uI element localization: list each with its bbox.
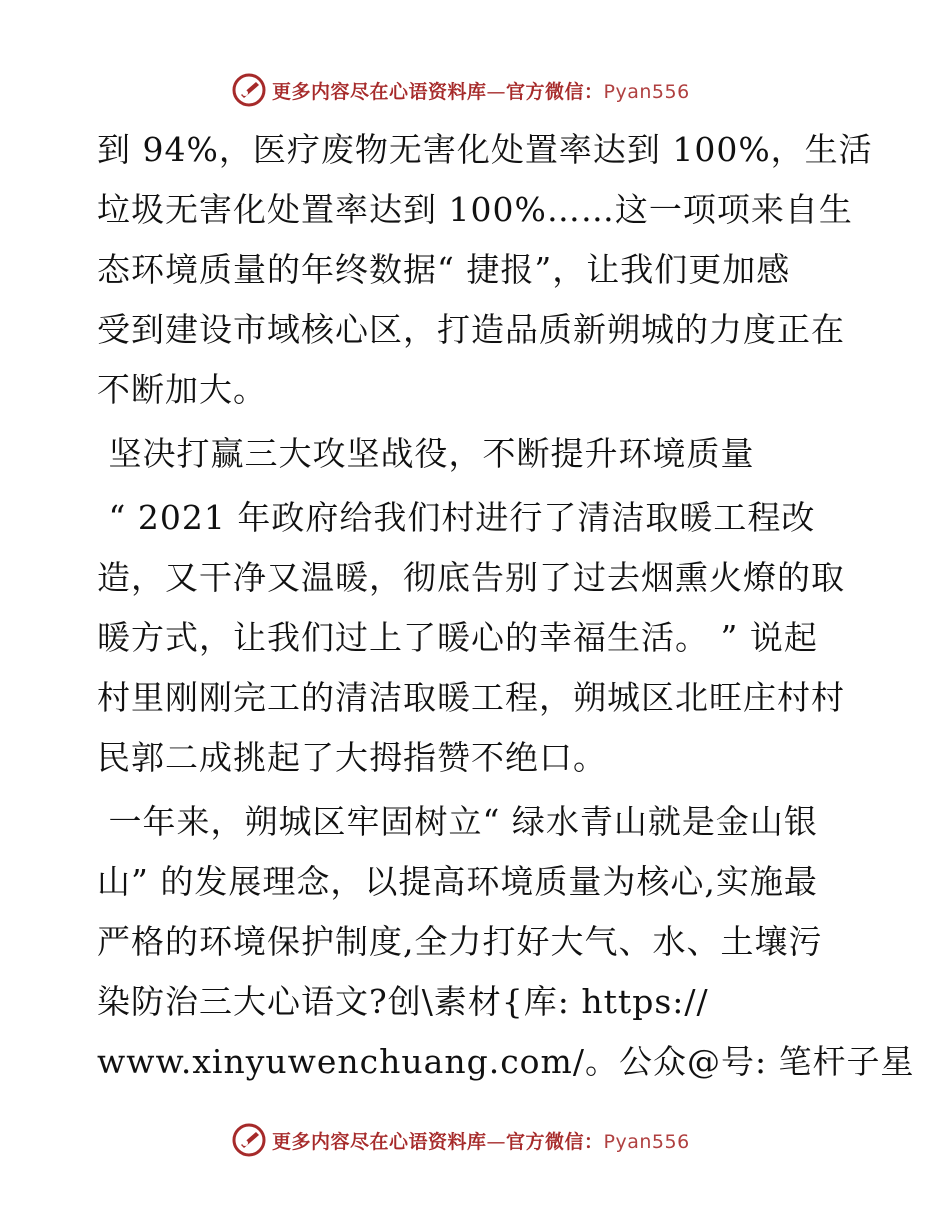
- text-line: 到 94%，医疗废物无害化处置率达到 100%，生活: [97, 130, 873, 169]
- paragraph-2: [97, 488, 857, 788]
- header-banner-title: 更多内容尽在心语资料库: [272, 80, 487, 103]
- text-line: www.xinyuwenchuang.com/。公众@号: 笔杆子星: [97, 1042, 915, 1081]
- text-line: “ 2021 年政府给我们村进行了清洁取暖工程改: [97, 498, 816, 537]
- footer-banner-separator: —: [486, 1130, 507, 1153]
- text-line: 严格的环境保护制度,全力打好大气、水、土壤污: [97, 922, 823, 961]
- text-line: 不断加大。: [97, 370, 267, 409]
- text-line: 染防治三大心语文?创\素材{库: https://: [97, 982, 709, 1021]
- header-banner: [232, 70, 752, 110]
- header-banner-text: [272, 77, 690, 104]
- footer-banner-suffix: 官方微信：: [506, 1130, 604, 1153]
- text-line: 暖方式，让我们过上了暖心的幸福生活。 ” 说起: [97, 618, 818, 657]
- document-body: [97, 120, 915, 1092]
- paragraph-1: [97, 120, 873, 420]
- brand-logo-icon: [232, 1123, 266, 1157]
- paragraph-3: [97, 792, 915, 1092]
- text-line: 受到建设市域核心区，打造品质新朔城的力度正在: [97, 310, 845, 349]
- footer-banner-text: [272, 1127, 690, 1154]
- header-banner-separator: —: [486, 80, 507, 103]
- text-line: 垃圾无害化处置率达到 100%……这一项项来自生: [97, 190, 853, 229]
- brand-logo-icon: [232, 73, 266, 107]
- text-line: 村里刚刚完工的清洁取暖工程，朔城区北旺庄村村: [97, 678, 845, 717]
- header-banner-handle: Pyan556: [603, 80, 690, 103]
- text-line: 造，又干净又温暖，彻底告别了过去烟熏火燎的取: [97, 558, 845, 597]
- text-line: 山” 的发展理念，以提高环境质量为核心,实施最: [97, 862, 818, 901]
- header-banner-suffix: 官方微信：: [506, 80, 604, 103]
- footer-banner-handle: Pyan556: [603, 1130, 690, 1153]
- section-heading: 坚决打赢三大攻坚战役，不断提升环境质量: [97, 434, 755, 473]
- text-line: 态环境质量的年终数据“ 捷报”，让我们更加感: [97, 250, 791, 289]
- text-line: 民郭二成挑起了大拇指赞不绝口。: [97, 738, 607, 777]
- footer-banner: [232, 1120, 752, 1160]
- text-line: 一年来，朔城区牢固树立“ 绿水青山就是金山银: [97, 802, 818, 841]
- footer-banner-title: 更多内容尽在心语资料库: [272, 1130, 487, 1153]
